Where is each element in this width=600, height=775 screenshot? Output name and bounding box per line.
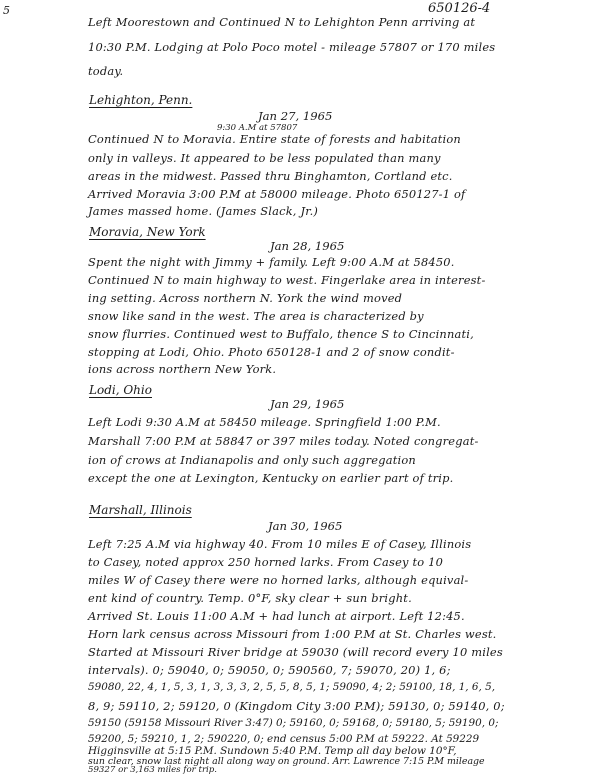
entry-line: 59080, 22, 4, 1, 5, 3, 1, 3, 3, 3, 2, 5, 5, 8, 5, 1; 59090, 4; 2; 59100, 18, 1, 6, 5,	[88, 681, 496, 693]
entry-line: Higginsville at 5:15 P.M. Sundown 5:40 P.M. Temp all day below 10°F,	[88, 745, 457, 757]
entry-line: Arrived Moravia 3:00 P.M at 58000 mileage. Photo 650127-1 of	[88, 187, 466, 201]
entry-line: except the one at Lexington, Kentucky on earlier part of trip.	[88, 471, 454, 485]
entry-line: areas in the midwest. Passed thru Binghamton, Cortland etc.	[88, 169, 453, 183]
entry-line: stopping at Lodi, Ohio. Photo 650128-1 and 2 of snow condit-	[88, 345, 455, 359]
entry-line: Continued N to main highway to west. Fingerlake area in interest-	[88, 273, 486, 287]
entry-line: Marshall 7:00 P.M at 58847 or 397 miles today. Noted congregat-	[88, 434, 479, 448]
entry-date: Jan 27, 1965	[258, 109, 333, 123]
entry-line: ent kind of country. Temp. 0°F, sky clear + sun bright.	[88, 591, 412, 605]
entry-line: sun clear, snow last night all along way on ground. Arr. Lawrence 7:15 P.M mileage	[88, 756, 485, 767]
entry-line: Horn lark census across Missouri from 1:00 P.M at St. Charles west.	[88, 627, 497, 641]
entry-line: Continued N to Moravia. Entire state of forests and habitation	[88, 132, 461, 146]
location-heading: Marshall, Illinois	[89, 503, 192, 517]
entry-line: snow like sand in the west. The area is characterized by	[88, 309, 424, 323]
entry-line: 10:30 P.M. Lodging at Polo Poco motel - mileage 57807 or 170 miles	[88, 40, 496, 54]
entry-line: Spent the night with Jimmy + family. Left 9:00 A.M at 58450.	[88, 255, 455, 269]
entry-line: ing setting. Across northern N. York the wind moved	[88, 291, 403, 305]
entry-line: James massed home. (James Slack, Jr.)	[88, 204, 319, 218]
entry-line: to Casey, noted approx 250 horned larks. From Casey to 10	[88, 555, 444, 569]
entry-date: Jan 28, 1965	[270, 239, 345, 253]
entry-date: Jan 29, 1965	[270, 397, 345, 411]
entry-line: Arrived St. Louis 11:00 A.M + had lunch at airport. Left 12:45.	[88, 609, 465, 623]
entry-line: 59150 (59158 Missouri River 3:47) 0; 59160, 0; 59168, 0; 59180, 5; 59190, 0;	[88, 717, 499, 729]
document-id: 650126-4	[428, 1, 491, 16]
entry-line: Left Moorestown and Continued N to Lehighton Penn arriving at	[88, 15, 476, 29]
entry-line: snow flurries. Continued west to Buffalo, thence S to Cincinnati,	[88, 327, 474, 341]
entry-line: today.	[88, 64, 124, 78]
entry-date: Jan 30, 1965	[268, 519, 343, 533]
entry-line: ions across northern New York.	[88, 362, 277, 376]
entry-line: 59327 or 3,163 miles for trip.	[88, 765, 218, 775]
location-heading: Lehighton, Penn.	[89, 93, 193, 107]
entry-line: only in valleys. It appeared to be less populated than many	[88, 151, 441, 165]
entry-line: Started at Missouri River bridge at 59030 (will record every 10 miles	[88, 645, 503, 659]
entry-line: 8, 9; 59110, 2; 59120, 0 (Kingdom City 3:00 P.M); 59130, 0; 59140, 0;	[88, 699, 505, 713]
entry-line: ion of crows at Indianapolis and only such aggregation	[88, 453, 416, 467]
page-number: 5	[3, 4, 10, 17]
location-heading: Moravia, New York	[89, 225, 206, 239]
entry-line: 59200, 5; 59210, 1, 2; 590220, 0; end census 5:00 P.M at 59222. At 59229	[88, 733, 480, 745]
entry-line: Left Lodi 9:30 A.M at 58450 mileage. Springfield 1:00 P.M.	[88, 415, 441, 429]
entry-line: miles W of Casey there were no horned larks, although equival-	[88, 573, 469, 587]
location-heading: Lodi, Ohio	[89, 383, 152, 397]
margin-note: 9:30 A.M at 57807	[217, 123, 298, 133]
entry-line: Left 7:25 A.M via highway 40. From 10 miles E of Casey, Illinois	[88, 537, 472, 551]
entry-line: intervals). 0; 59040, 0; 59050, 0; 590560, 7; 59070, 20) 1, 6;	[88, 663, 451, 677]
